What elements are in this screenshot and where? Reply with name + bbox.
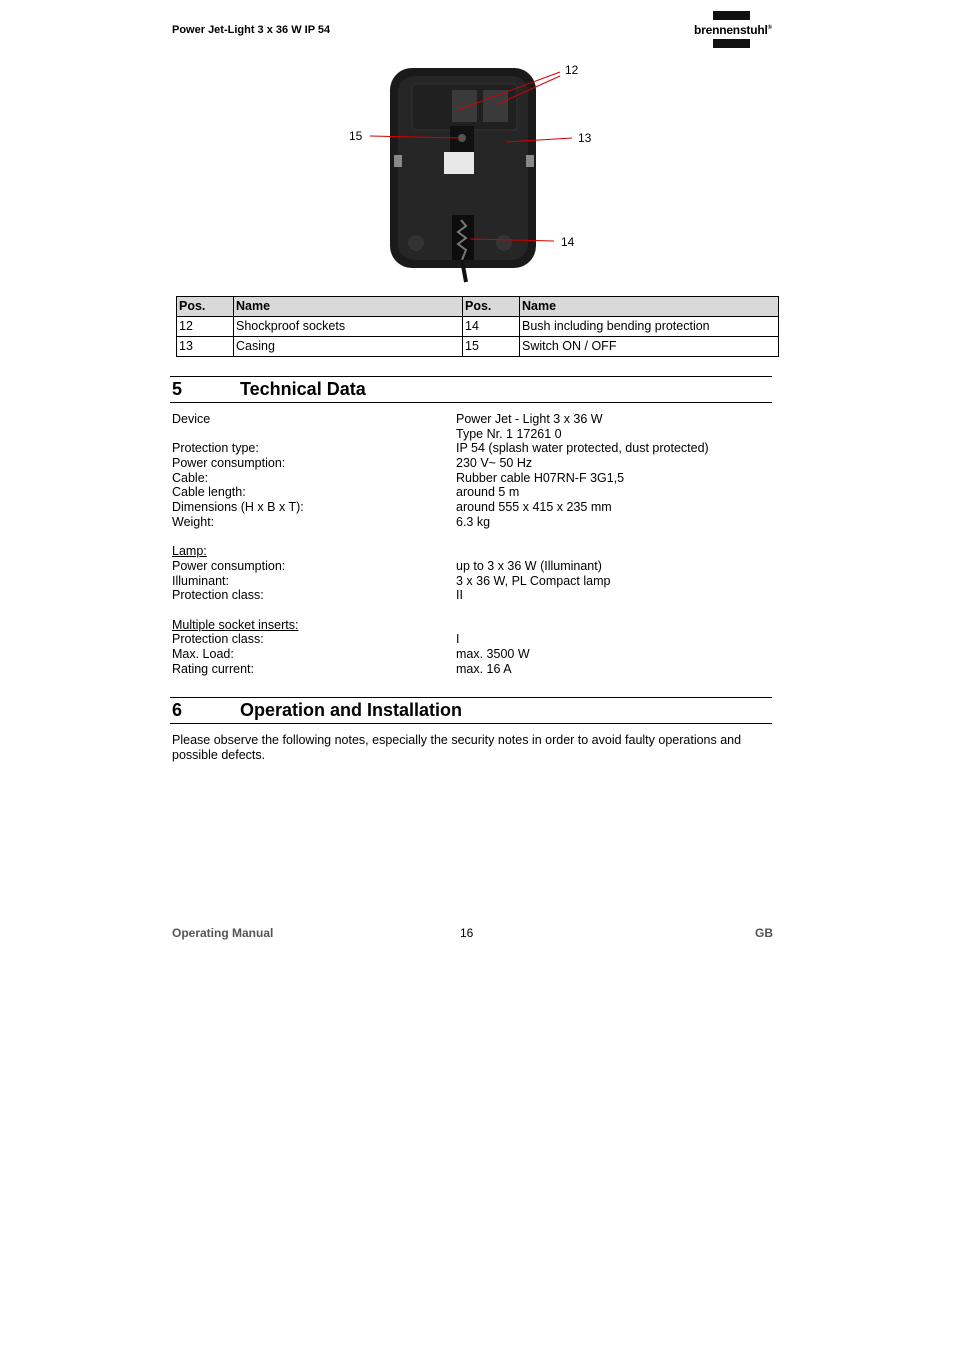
header-pos: Pos. bbox=[463, 297, 520, 317]
section-number: 6 bbox=[172, 700, 183, 720]
spec-label: Device bbox=[172, 412, 211, 426]
spec-subheading-sockets: Multiple socket inserts: bbox=[172, 617, 299, 632]
table-cell: Bush including bending protection bbox=[520, 317, 779, 337]
callout-14: 14 bbox=[561, 235, 575, 249]
foot-right bbox=[496, 235, 512, 251]
spec-label: Cable: bbox=[172, 470, 209, 485]
spec-label: Power consumption: bbox=[172, 558, 286, 573]
footer-language: GB bbox=[755, 926, 773, 940]
spec-subheading-lamp: Lamp: bbox=[172, 544, 207, 559]
spec-value: 230 V~ 50 Hz bbox=[456, 456, 533, 471]
spec-value: around 555 x 415 x 235 mm bbox=[456, 500, 612, 515]
section-title: Technical Data bbox=[240, 379, 366, 399]
spec-value: I bbox=[456, 632, 460, 647]
spec-label: Illuminant: bbox=[172, 573, 229, 588]
logo-bar-bottom bbox=[713, 39, 750, 48]
parts-table bbox=[176, 296, 779, 357]
table-cell: 15 bbox=[463, 337, 520, 357]
spec-label: Protection class: bbox=[172, 632, 264, 647]
spec-value: Type Nr. 1 17261 0 bbox=[456, 426, 562, 441]
spec-value bbox=[456, 544, 709, 559]
spec-label: Cable length: bbox=[172, 485, 246, 500]
spec-value bbox=[456, 530, 709, 545]
callout-12: 12 bbox=[565, 63, 579, 77]
spec-value: max. 3500 W bbox=[456, 647, 530, 661]
spec-label bbox=[172, 603, 304, 618]
callout-15: 15 bbox=[349, 129, 363, 143]
brennenstuhl-logo bbox=[693, 11, 777, 49]
footer-manual-label: Operating Manual bbox=[172, 926, 274, 940]
spec-value: II bbox=[456, 588, 463, 603]
table-row bbox=[177, 317, 779, 337]
spec-value: around 5 m bbox=[456, 485, 520, 500]
table-header-row bbox=[177, 297, 779, 317]
table-cell: 14 bbox=[463, 317, 520, 337]
spec-label: Protection type: bbox=[172, 441, 259, 456]
spec-label: Rating current: bbox=[172, 661, 254, 676]
spec-label: Max. Load: bbox=[172, 647, 234, 661]
header-name: Name bbox=[234, 297, 463, 317]
socket-right bbox=[483, 90, 508, 122]
section-6-heading bbox=[170, 697, 772, 724]
spec-value: Power Jet - Light 3 x 36 W bbox=[456, 412, 603, 426]
logo-wordmark: brennenstuhl® bbox=[694, 23, 772, 37]
foot-left bbox=[408, 235, 424, 251]
spec-values bbox=[456, 412, 709, 676]
spec-value bbox=[456, 603, 709, 618]
spec-value: up to 3 x 36 W (Illuminant) bbox=[456, 558, 602, 573]
spec-value: 6.3 kg bbox=[456, 514, 491, 529]
spec-label: Protection class: bbox=[172, 588, 264, 603]
spec-value: IP 54 (splash water protected, dust protected) bbox=[456, 441, 709, 456]
table-cell: Shockproof sockets bbox=[234, 317, 463, 337]
spec-label bbox=[172, 530, 304, 545]
table-cell: Switch ON / OFF bbox=[520, 337, 779, 357]
socket-left bbox=[452, 90, 477, 122]
callout-13: 13 bbox=[578, 131, 592, 145]
spec-label: Dimensions (H x B x T): bbox=[172, 500, 304, 515]
header-name: Name bbox=[520, 297, 779, 317]
section-6-paragraph: Please observe the following notes, especially the security notes in order to avoid faulty operations and possible defects. bbox=[172, 733, 742, 762]
table-row bbox=[177, 337, 779, 357]
section-number: 5 bbox=[172, 379, 183, 399]
spec-value: max. 16 A bbox=[456, 661, 512, 676]
product-rear-view-figure bbox=[340, 60, 620, 285]
side-clip-right bbox=[526, 155, 534, 167]
section-5-heading bbox=[170, 376, 772, 403]
side-clip-left bbox=[394, 155, 402, 167]
table-cell: Casing bbox=[234, 337, 463, 357]
spec-value: 3 x 36 W, PL Compact lamp bbox=[456, 573, 611, 588]
table-cell: 13 bbox=[177, 337, 234, 357]
spec-label bbox=[172, 427, 304, 442]
logo-bar-top bbox=[713, 11, 750, 20]
type-label-sticker bbox=[444, 152, 474, 174]
footer-page-number: 16 bbox=[460, 926, 474, 940]
spec-labels bbox=[172, 412, 304, 676]
spec-value: Rubber cable H07RN-F 3G1,5 bbox=[456, 470, 625, 485]
header-pos: Pos. bbox=[177, 297, 234, 317]
table-cell: 12 bbox=[177, 317, 234, 337]
spec-value bbox=[456, 618, 709, 633]
product-photo-illustration bbox=[340, 60, 620, 285]
document-header-title: Power Jet-Light 3 x 36 W IP 54 bbox=[172, 24, 331, 36]
section-title: Operation and Installation bbox=[240, 700, 463, 720]
spec-label: Weight: bbox=[172, 514, 215, 529]
spec-label: Power consumption: bbox=[172, 456, 286, 471]
